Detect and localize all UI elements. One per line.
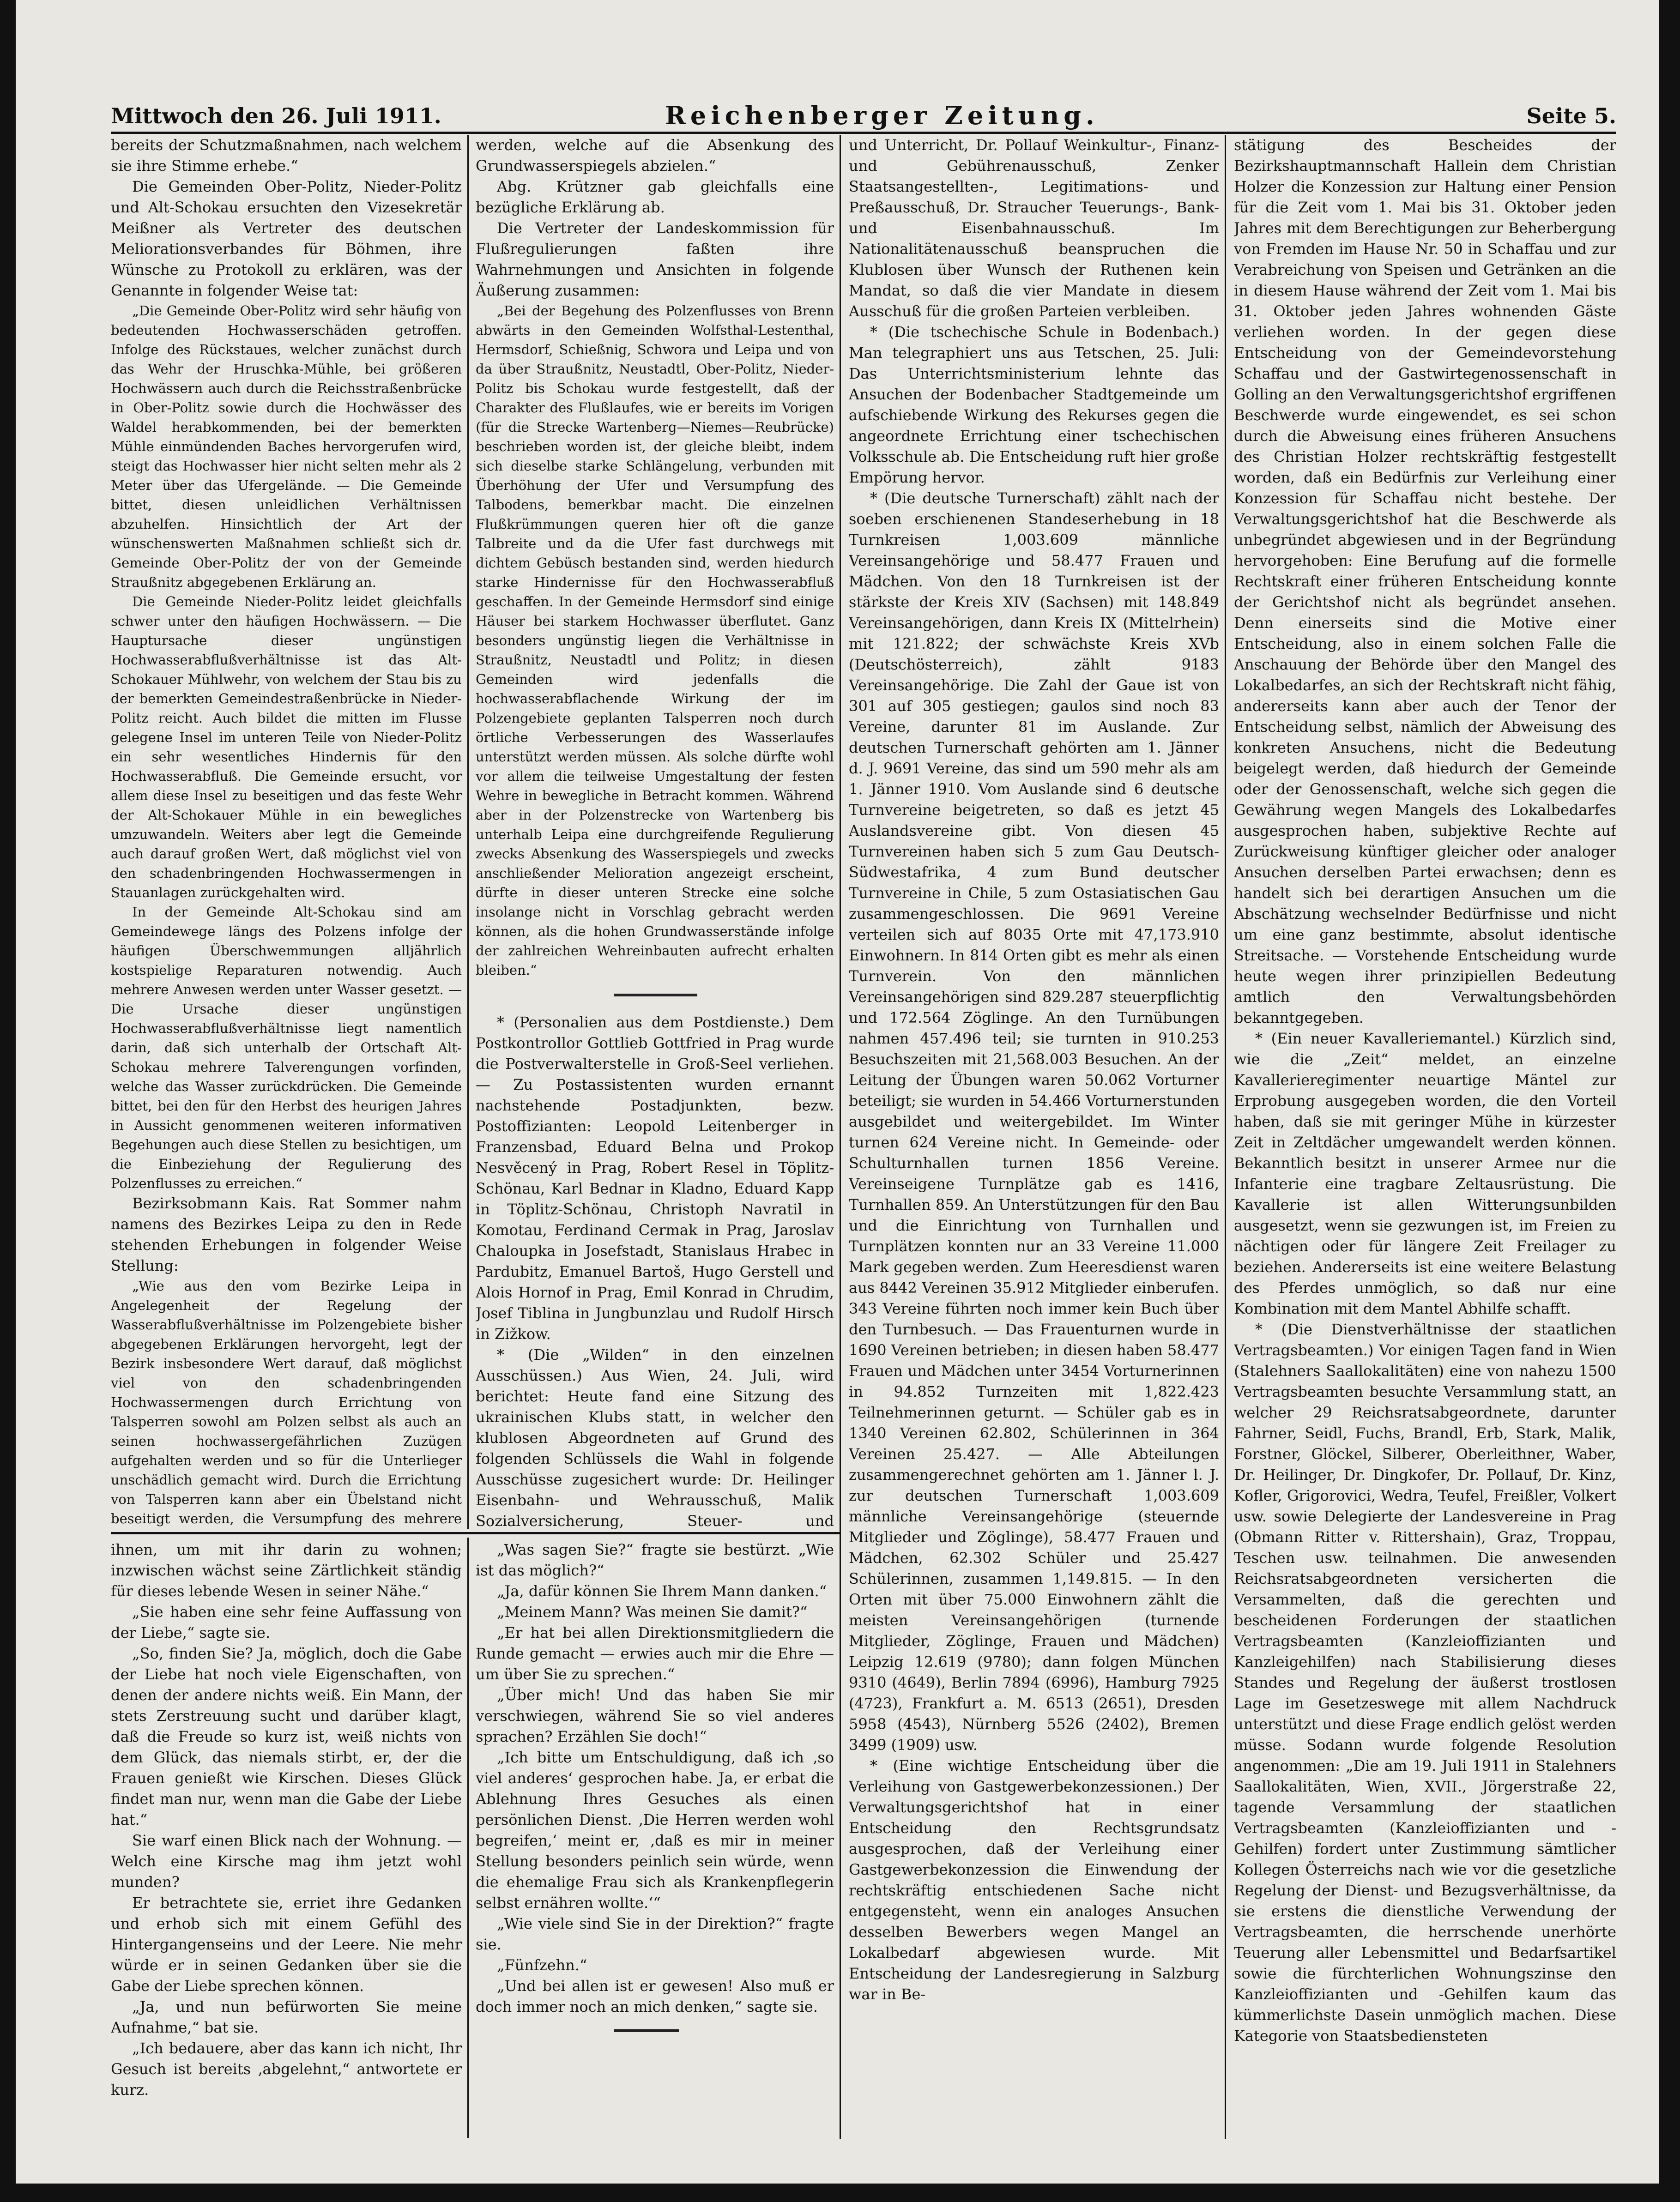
paragraph: „Wie aus den vom Bezirke Leipa in Angelegenheit der Regelung der Wasserabflußverhältnisse im Polzengebiete bisher abgegebenen Erklärungen hervorgeht, legt der Bezirk insbesondere Wert darauf, daß möglichst viel von den schadenbringenden Hochwassermengen durch Errichtung von Talsperren sowohl am Polzen selbst als auch an seinen hochwassergefährlichen Zuzügen aufgehalten werden und so für die Unterlieger unschädlich gemacht wird. Durch die Errichtung von Talsperren kann aber ein Übelstand nicht beseitigt werden, die Versumpfung des mehrere [111,1278,462,1526]
column-rule [840,135,841,2139]
paragraph: bereits der Schutzmaßnahmen, nach welchem sie ihre Stimme erhebe.“ [111,136,462,175]
paragraph: „Er hat bei allen Direktionsmitgliedern die Runde gemacht — erwies auch mir die Ehre — um über Sie zu sprechen.“ [476,1624,834,1683]
paragraph: „Was sagen Sie?“ fragte sie bestürzt. „Wie ist das möglich?“ [476,1541,834,1579]
paragraph: „Ja, und nun befürworten Sie meine Aufnahme,“ bat sie. [111,1998,462,2036]
news-item-personalien: * (Personalien aus dem Postdienste.) Dem Postkontrollor Gottlieb Gottfried in Prag wurde die Postverwalterstelle in Groß-Seel verliehen. — Zu Postassistenten wurden ernannt nachstehende Postadjunkten, bezw. Postoffizianten: Leopold Leitenberger in Franzensbad, Eduard Belna und Prokop Nesvěcený in Prag, Robert Resel in Töplitz-Schönau, Karl Bednar in Kladno, Eduard Kapp in Töplitz-Schönau, Christoph Navratil in Komotau, Ferdinand Cermak in Prag, Jaroslav Chaloupka in Josefstadt, Stanislaus Hrabec in Pardubitz, Emanuel Bartoš, Hugo Gerstell und Alois Hornof in Prag, Emil Konrad in Chrudim, Josef Tiblina in Jungbunzlau und Rudolf Hirsch in Zižkow. [476,1014,834,1343]
news-item-kavalleriemantel: * (Ein neuer Kavalleriemantel.) Kürzlich sind, wie die „Zeit“ meldet, an einzelne Kavallerieregimenter neuartige Mäntel zur Erprobung ausgegeben worden, die den Vorteil haben, daß sie mit geringer Mühe in kürzester Zeit in Zeltdächer umgewandelt werden können. Bekanntlich besitzt in unserer Armee nur die Infanterie eine tragbare Zeltausrüstung. Die Kavallerie ist allen Witterungsunbilden ausgesetzt, wenn sie gezwungen ist, im Freien zu nächtigen oder für längere Zeit Freilager zu beziehen. Andererseits ist eine weitere Belastung des Pferdes unmöglich, so daß nur eine Kombination mit dem Mantel Abhilfe schafft. [1234,1030,1616,1317]
paragraph: „Die Gemeinde Ober-Politz wird sehr häufig von bedeutenden Hochwasserschäden getroffen. Infolge des Rückstaues, welcher zunächst durch das Wehr der Hruschka-Mühle, bei größeren Hochwässern auch durch die Reichsstraßenbrücke in Ober-Politz sowie durch die Hochwässer des Waldel herabkommenden, bei der bemerkten Mühle einmündenden Baches hervorgerufen wird, steigt das Hochwasser hier nicht selten mehr als 2 Meter über das Ufergelände. — Die Gemeinde bittet, diesen unleidlichen Verhältnissen abzuhelfen. Hinsichtlich der Art der wünschenswerten Maßnahmen schließt sich dr. Gemeinde Ober-Politz der von der Gemeinde Straußnitz abgegebenen Erklärung an. [111,303,462,590]
divider-line [614,2029,679,2032]
paragraph: In der Gemeinde Alt-Schokau sind am Gemeindewege längs des Polzens infolge der häufigen Überschwemmungen alljährlich kostspielige Reparaturen notwendig. Auch mehrere Anwesen werden unter Wasser gesetzt. — Die Ursache dieser ungünstigen Hochwasserabflußverhältnisse liegt namentlich darin, daß sich unterhalb der Ortschaft Alt-Schokau mehrere Talverengungen vorfinden, welche das Wasser zurückdrücken. Die Gemeinde bittet, bei den für den Herbst des heurigen Jahres in Aussicht genommenen weiteren informativen Begehungen auch diese Stellen zu besichtigen, um die Einbeziehung der Regulierung des Polzenflusses zu erreichen.“ [111,904,462,1191]
paragraph: „Sie haben eine sehr feine Auffassung von der Liebe,“ sagte sie. [111,1603,462,1641]
section-divider [476,980,834,1012]
newspaper-title: Reichenberger Zeitung. [665,101,1099,130]
paragraph: Die Vertreter der Landeskommission für Flußregulierungen faßten ihre Wahrnehmungen und Ansichten in folgende Äußerung zusammen: [476,219,834,299]
masthead [111,97,1616,134]
paragraph: „Ja, dafür können Sie Ihrem Mann danken.“ [497,1582,827,1600]
paragraph: und Unterricht, Dr. Pollauf Weinkultur-, Finanz- und Gebührenausschuß, Zenker Staatsangestellten-, Legitimations- und Preßausschuß, Dr. Straucher Teuerungs-, Bank- und Eisenbahnausschuß. Im Nationalitätenausschuß beanspruchen die Klublosen über Wunsch der Ruthenen kein Mandat, so daß die vier Mandate in diesem Ausschuß für die großen Parteien verbleiben. [849,136,1219,320]
paragraph: „Ich bitte um Entschuldigung, daß ich ‚so viel anderes‘ gesprochen habe. Ja, er erbat die Ablehnung Ihres Gesuches als einen persönlichen Dienst. ‚Die Herren werden wohl begreifen,‘ meint er, ‚daß es mir in meiner Stellung besonders peinlich sein würde, wenn die ehemalige Frau sich als Krankenpflegerin selbst ernähren wollte.‘“ [476,1749,834,1912]
paragraph: Sie warf einen Blick nach der Wohnung. — Welch eine Kirsche mag ihm jetzt wohl munden? [111,1832,462,1891]
paragraph: „Wie viele sind Sie in der Direktion?“ fragte sie. [476,1915,834,1953]
column-rule [467,135,469,1529]
paragraph: Die Gemeinden Ober-Politz, Nieder-Politz und Alt-Schokau ersuchten den Vizesekretär Meißner als Vertreter des deutschen Meliorationsverbandes für Böhmen, ihre Wünsche zu Protokoll zu erklären, was der Genannte in folgender Weise tat: [111,178,462,299]
paragraph: „Und bei allen ist er gewesen! Also muß er doch immer noch an mich denken,“ sagte sie. [476,1977,834,2015]
article-column-1 [111,135,462,1529]
news-item-gastgewerbe: * (Eine wichtige Entscheidung über die Verleihung von Gastgewerbekonzessionen.) Der Verwaltungsgerichtshof hat in einer Entscheidung den Rechtsgrundsatz ausgesprochen, daß der Verleihung einer Gastgewerbekonzession die Einwendung der rechtskräftig entschiedenen Sache nicht entgegensteht, wenn ein analoges Ansuchen desselben Bewerbers wegen Mangel an Lokalbedarf abgewiesen wurde. Mit Entscheidung der Landesregierung in Salzburg war in Be- [849,1757,1219,2003]
column-rule [1225,135,1226,2139]
column-rule [467,1538,469,2138]
paragraph: „Bei der Begehung des Polzenflusses von Brenn abwärts in den Gemeinden Wolfsthal-Lestenthal, Hermsdorf, Schießnig, Schwora und Leipa und von da über Straußnitz, Neustadtl, Ober-Politz, Nieder-Politz bis Schokau wurde festgestellt, daß der Charakter des Flußlaufes, wie er bereits im Vorigen (für die Strecke Wartenberg—Niemes—Reubrücke) beschrieben worden ist, der gleiche bleibt, indem sich dieselbe starke Schlängelung, verbunden mit Überhöhung der Ufer und Versumpfung des Talbodens, bemerkbar macht. Die einzelnen Flußkrümmungen queren hier oft die ganze Talbreite und da die Ufer fast durchwegs mit dichtem Gebüsch bestanden sind, werden hiedurch starke Hindernisse für den Hochwasserabfluß geschaffen. In der Gemeinde Hermsdorf sind einige Häuser bei starkem Hochwasser überflutet. Ganz besonders ungünstig liegen die Verhältnisse in Straußnitz, Neustadtl und Politz; in diesen Gemeinden wird jedenfalls die hochwasserabflachende Wirkung der im Polzengebiete geplanten Talsperren noch durch örtliche Verbesserungen des Wasserlaufes unterstützt werden müssen. Als solche dürfte wohl vor allem die teilweise Umgestaltung der festen Wehre in bewegliche in Betracht kommen. Während aber in der Polzenstrecke von Wartenberg bis unterhalb Leipa eine durchgreifende Regulierung zwecks Absenkung des Wasserspiegels und zwecks anschließender Melioration angezeigt erscheint, dürfte in dieser unteren Strecke eine solche insolange nicht in Vorschlag gebracht werden können, als die hohen Grundwasserstände infolge der zahlreichen Wehreinbauten aufrecht erhalten bleiben.“ [476,303,834,978]
paragraph: werden, welche auf die Absenkung des Grundwasserspiegels abzielen.“ [476,136,834,175]
paragraph: Abg. Krützner gab gleichfalls eine bezügliche Erklärung ab. [476,178,834,216]
page-number: Seite 5. [1526,103,1616,128]
scan-border-right [1659,0,1680,2202]
paragraph: Bezirksobmann Kais. Rat Sommer nahm namens des Bezirkes Leipa zu den in Rede stehenden Erhebungen in folgender Weise Stellung: [111,1195,462,1274]
scan-border-bottom [0,2184,1680,2202]
article-column-2 [476,135,834,1529]
article-column-4 [1234,135,1616,2139]
article-column-3 [849,135,1219,2139]
feuilleton-end-divider [476,2017,834,2045]
paragraph: „Fünfzehn.“ [497,1956,587,1974]
news-item-bodenbach: * (Die tschechische Schule in Bodenbach.) Man telegraphiert uns aus Tetschen, 25. Juli: Das Unterrichtsministerium lehnte das Ansuchen der Bodenbacher Stadtgemeinde um aufschiebende Wirkung des Rekurses gegen die angeordnete Errichtung einer tschechischen Volksschule ab. Die Entscheidung ruft hier große Empörung hervor. [849,323,1219,486]
masthead-rule [111,132,1616,134]
paragraph: „Meinem Mann? Was meinen Sie damit?“ [497,1603,808,1621]
news-item-wilden: * (Die „Wilden“ in den einzelnen Ausschüssen.) Aus Wien, 24. Juli, wird berichtet: Heute fand eine Sitzung des ukrainischen Klubs statt, in welcher den klublosen Abgeordneten auf Grund des folgenden Schlüssels die Wahl in folgende Ausschüsse zugesichert wurde: Dr. Heilinger Eisenbahn- und Wehrausschuß, Malik Sozialversicherung, Steuer- und [476,1346,834,1529]
paragraph: stätigung des Bescheides der Bezirkshauptmannschaft Hallein dem Christian Holzer die Konzession zur Haltung einer Pension für die Zeit vom 1. Mai bis 31. Oktober jeden Jahres mit dem Berechtigungen zur Beherbergung von Fremden im Hause Nr. 50 in Schaffau und zur Verabreichung von Speisen und Getränken an die in diesem Hause während der Zeit vom 1. Mai bis 31. Oktober jeden Jahres wohnenden Gäste verliehen worden. In der gegen diese Entscheidung von der Gemeindevorstehung Schaffau und der Gastwirtegenossenschaft in Golling an den Verwaltungsgerichtshof ergriffenen Beschwerde wurde eingewendet, es sei schon durch die Abweisung eines früheren Ansuchens des Christian Holzer rechtskräftig festgestellt worden, daß ein Bedürfnis zur Verleihung einer Konzession für Schaffau nicht bestehe. Der Verwaltungsgerichtshof hat die Beschwerde als unbegründet abgewiesen und in der Begründung hervorgehoben: Eine Berufung auf die formelle Rechtskraft einer früheren Entscheidung konnte der Gerichtshof nicht als begründet ansehen. Denn einerseits sind die Motive einer Entscheidung, also in einem solchen Falle die Anschauung der Behörde über den Mangel des Lokalbedarfes, an sich der Rechtskraft nicht fähig, andererseits kann aber auch der Tenor der Entscheidung selbst, nämlich der Abweisung des konkreten Ansuchens, nicht die Bedeutung beigelegt werden, daß hiedurch der Gemeinde oder der Genossenschaft, welche sich gegen die Gewährung wegen Mangels des Lokalbedarfes ausgesprochen haben, subjektive Rechte auf Zurückweisung künftiger gleicher oder analoger Ansuchen derselben Partei erwachsen; denn es handelt sich bei derartigen Ansuchen um die Abschätzung wechselnder Bedürfnisse und nicht um eine ganz bestimmte, absolut identische Streitsache. — Vorstehende Entscheidung wurde heute wegen ihrer prinzipiellen Bedeutung amtlich den Verwaltungsbehörden bekanntgegeben. [1234,136,1616,1026]
paragraph: „So, finden Sie? Ja, möglich, doch die Gabe der Liebe hat noch viele Eigenschaften, von denen der andere nichts weiß. Ein Mann, der stets Zerstreuung sucht und darüber klagt, daß die Freude so kurz ist, weiß nichts von dem Glück, das niemals stirbt, er, der die Frauen genießt wie Kirschen. Dieses Glück findet man nur, wenn man die Gabe der Liebe hat.“ [111,1645,462,1828]
feuilleton-separator [111,1532,840,1534]
feuilleton-column-right [476,1539,834,2140]
issue-date: Mittwoch den 26. Juli 1911. [111,103,441,128]
news-item-vertragsbeamte: * (Die Dienstverhältnisse der staatlichen Vertragsbeamten.) Vor einigen Tagen fand in Wien (Stalehners Saallokalitäten) eine von nahezu 1500 Vertragsbeamten besuchte Versammlung statt, an welcher 29 Reichsratsabgeordnete, darunter Fahrner, Seidl, Fuchs, Brandl, Erb, Stark, Malik, Forstner, Glöckel, Silberer, Oberleithner, Waber, Dr. Heilinger, Dr. Dingkofer, Dr. Pollauf, Dr. Kinz, Kofler, Grigorovici, Wedra, Teufel, Freißler, Volkert usw. sowie Delegierte der Landesvereine in Prag (Obmann Ritter v. Rittershain), Graz, Troppau, Teschen usw. teilnahmen. Die anwesenden Reichsratsabgeordneten versicherten die Versammelten, daß die gerechten und bescheidenen Forderungen der staatlichen Vertragsbeamten (Kanzleioffizianten und Kanzleigehilfen) nach Stabilisierung dieses Standes und Regelung der äußerst trostlosen Lage im Gesetzeswege mit allem Nachdruck unterstützt und diese Frage endlich gelöst werden müsse. Sodann wurde folgende Resolution angenommen: „Die am 19. Juli 1911 in Stalehners Saallokalitäten, Wien, XVII., Jörgerstraße 22, tagende Versammlung der staatlichen Vertragsbeamten (Kanzleioffizianten und -Gehilfen) fordert unter Zustimmung sämtlicher Kollegen Österreichs nach wie vor die gesetzliche Regelung der Dienst- und Bezugsverhältnisse, da sie erstens die dienstliche Verwendung der Vertragsbeamten, die herrschende unerhörte Teuerung aller Lebensmittel und Bedarfsartikel sowie die fürchterlichen Wohnungszinse den Kanzleioffizianten und -Gehilfen kaum das kümmerlichste Dasein unmöglich machen. Diese Kategorie von Staatsbediensteten [1234,1321,1616,2045]
feuilleton-column-left [111,1539,462,2140]
paragraph: Er betrachtete sie, erriet ihre Gedanken und erhob sich mit einem Gefühl des Hintergangenseins und der Leere. Nie mehr würde er in seinen Gedanken über sie die Gabe der Liebe sprechen können. [111,1894,462,1995]
scan-border-left [0,0,16,2202]
paragraph: „Über mich! Und das haben Sie mir verschwiegen, während Sie so viel anderes sprachen? Erzählen Sie doch!“ [476,1686,834,1745]
news-item-turnerschaft: * (Die deutsche Turnerschaft) zählt nach der soeben erschienenen Standeserhebung in 18 Turnkreisen 1,003.609 männliche Vereinsangehörige und 58.477 Frauen und Mädchen. Von den 18 Turnkreisen ist der stärkste der Kreis XIV (Sachsen) mit 148.849 Vereinsangehörigen, dann Kreis IX (Mittelrhein) mit 121.822; der schwächste Kreis XVb (Deutschösterreich), zählt 9183 Vereinsangehörige. Die Zahl der Gaue ist von 301 auf 305 gestiegen; gaulos sind noch 83 Vereine, darunter 81 im Auslande. Zur deutschen Turnerschaft gehörten am 1. Jänner d. J. 9691 Vereine, das sind um 590 mehr als am 1. Jänner 1910. Vom Auslande sind 6 deutsche Turnvereine beigetreten, so daß es jetzt 45 Auslandsvereine gibt. Von diesen 45 Turnvereinen haben sich 5 zum Gau Deutsch-Südwestafrika, 4 zum Bund deutscher Turnvereine in Chile, 5 zum Ostasiatischen Gau zusammengeschlossen. Die 9691 Vereine verteilen sich auf 8035 Orte mit 47,173.910 Einwohnern. In 814 Orten gibt es mehr als einen Turnverein. Von den männlichen Vereinsangehörigen sind 829.287 steuerpflichtig und 172.564 Zöglinge. An den Turnübungen nahmen 457.496 teil; sie turnten in 910.253 Besuchszeiten mit 21,568.003 Besuchen. An der Leitung der Übungen waren 50.062 Vorturner beteiligt; sie wurden in 54.466 Vorturnerstunden ausgebildet und weitergebildet. Im Winter turnen 624 Vereine nicht. In Gemeinde- oder Schulturnhallen turnen 1856 Vereine. Vereinseigene Turnplätze gab es 1416, Turnhallen 859. An Unterstützungen für den Bau und die Einrichtung von Turnhallen und Turnplätzen konnten nur an 33 Vereine 11.000 Mark gegeben werden. Zum Heeresdienst waren aus 8442 Vereinen 35.912 Mitglieder einberufen. 343 Vereine führten noch immer kein Buch über den Turnbesuch. — Das Frauenturnen wurde in 1690 Vereinen betrieben; in diesen haben 58.477 Frauen und Mädchen unter 3454 Vorturnerinnen in 94.852 Turnzeiten mit 1,822.423 Teilnehmerinnen geturnt. — Schüler gab es in 1340 Vereinen 62.802, Schülerinnen in 364 Vereinen 25.427. — Alle Abteilungen zusammengerechnet gehörten am 1. Jänner l. J. zur deutschen Turnerschaft 1,003.609 männliche Vereinsangehörige (steuernde Mitglieder und Zöglinge), 58.477 Frauen und Mädchen, 62.302 Schüler und 25.427 Schülerinnen, zusammen 1,149.815. — In den Orten mit über 75.000 Einwohnern zählt die meisten Vereinsangehörigen (turnende Mitglieder, Zöglinge, Frauen und Mädchen) Leipzig 12.619 (9780); dann folgen München 9310 (4649), Berlin 7894 (6996), Hamburg 7925 (4723), Frankfurt a. M. 6513 (2651), Dresden 5958 (4543), Nürnberg 5526 (2402), Bremen 3499 (1909) usw. [849,489,1219,1754]
paragraph: Die Gemeinde Nieder-Politz leidet gleichfalls schwer unter den häufigen Hochwässern. — Die Hauptursache dieser ungünstigen Hochwasserabflußverhältnisse ist das Alt-Schokauer Mühlwehr, von welchem der Stau bis zu der bemerkten Gemeindestraßenbrücke in Nieder-Politz reicht. Auch bildet die mitten im Flusse gelegene Insel im unteren Teile von Nieder-Politz ein sehr wesentliches Hindernis für den Hochwasserabfluß. Die Gemeinde ersucht, vor allem diese Insel zu beseitigen und das feste Wehr der Alt-Schokauer Mühle in ein bewegliches umzuwandeln. Weiters aber legt die Gemeinde auch darauf großen Wert, daß möglichst viel von den schadenbringenden Hochwassermengen in Stauanlagen zurückgehalten wird. [111,594,462,900]
paragraph: „Ich bedauere, aber das kann ich nicht, Ihr Gesuch ist bereits ‚abgelehnt,“ antwortete er kurz. [111,2039,462,2099]
divider-line [614,994,697,996]
paragraph: ihnen, um mit ihr darin zu wohnen; inzwischen wächst seine Zärtlichkeit ständig für dieses lebende Wesen in seiner Nähe.“ [111,1541,462,1600]
